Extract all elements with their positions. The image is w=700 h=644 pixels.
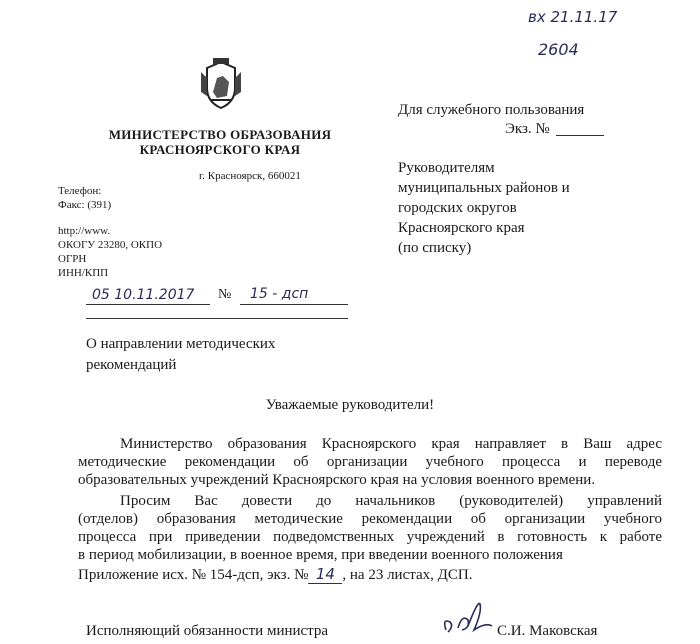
recipient-line: Руководителям [398,160,495,176]
handwritten-signature [440,596,496,638]
okogu-label: ОКОГУ 23280, ОКПО [58,239,163,251]
contact-block [58,184,111,212]
recipient-line: городских округов [398,200,517,216]
city-address: г. Красноярск, 660021 [199,170,301,182]
document-date: 05 10.11.2017 [92,287,195,303]
document-number-label: № [218,287,232,302]
body-line: Министерство образования Красноярского края направляет в Ваш адрес [120,436,662,452]
body-line: Просим Вас довести до начальников (руководителей) управлений [120,493,662,509]
ogrn-label: ОГРН [58,253,87,265]
attachment-prefix: Приложение исх. № 154-дсп, экз. № [78,567,309,583]
copy-number-line [556,135,604,136]
classification-label: Для служебного пользования [398,102,585,118]
coat-of-arms-icon [199,58,243,110]
body-line: процесса при приведении подведомственных учреждений в готовность к работе [78,529,662,545]
recipient-line: Красноярского края [398,220,525,236]
registration-date: вх 21.11.17 [528,8,618,26]
website-label: http://www. [58,225,111,237]
inn-label: ИНН/КПП [58,267,109,279]
body-line: образовательных учреждений Красноярского края на условия военного времени. [78,472,596,488]
attachment-line [78,565,472,584]
signatory-position: Исполняющий обязанности министра [86,623,329,639]
recipient-line: муниципальных районов и [398,180,570,196]
reference-underline [86,318,348,319]
attachment-suffix: , на 23 листах, ДСП. [342,567,473,583]
subject-line: О направлении методических [86,336,276,352]
salutation: Уважаемые руководители! [265,397,435,413]
subject [86,334,275,376]
recipient-line: (по списку) [398,240,472,256]
ministry-name [70,127,370,157]
registration-number: 2604 [538,40,579,59]
ministry-line1: МИНИСТЕРСТВО ОБРАЗОВАНИЯ [108,127,332,142]
paragraph-1 [78,435,662,489]
ministry-line2: КРАСНОЯРСКОГО КРАЯ [139,142,301,157]
subject-line: рекомендаций [86,357,177,373]
signatory-name: С.И. Маковская [497,623,598,639]
phone-label: Телефон: [58,185,102,197]
copy-number-label: Экз. № [505,121,550,137]
fax-label: Факс: (391) [58,199,112,211]
registry-block [58,224,162,280]
recipient-block [398,158,570,258]
body-line: в период мобилизации, в военное время, при введении военного положения [78,547,563,563]
date-underline [86,304,210,305]
body-line: (отделов) образования методические рекомендации об организации учебного [78,511,662,527]
body-line: методические рекомендации об организации учебного процесса и переводе [78,454,662,470]
attachment-copy-number: 14 [308,565,342,584]
number-underline [240,304,348,305]
paragraph-2 [78,492,662,564]
document-number: 15 - дсп [250,286,309,302]
